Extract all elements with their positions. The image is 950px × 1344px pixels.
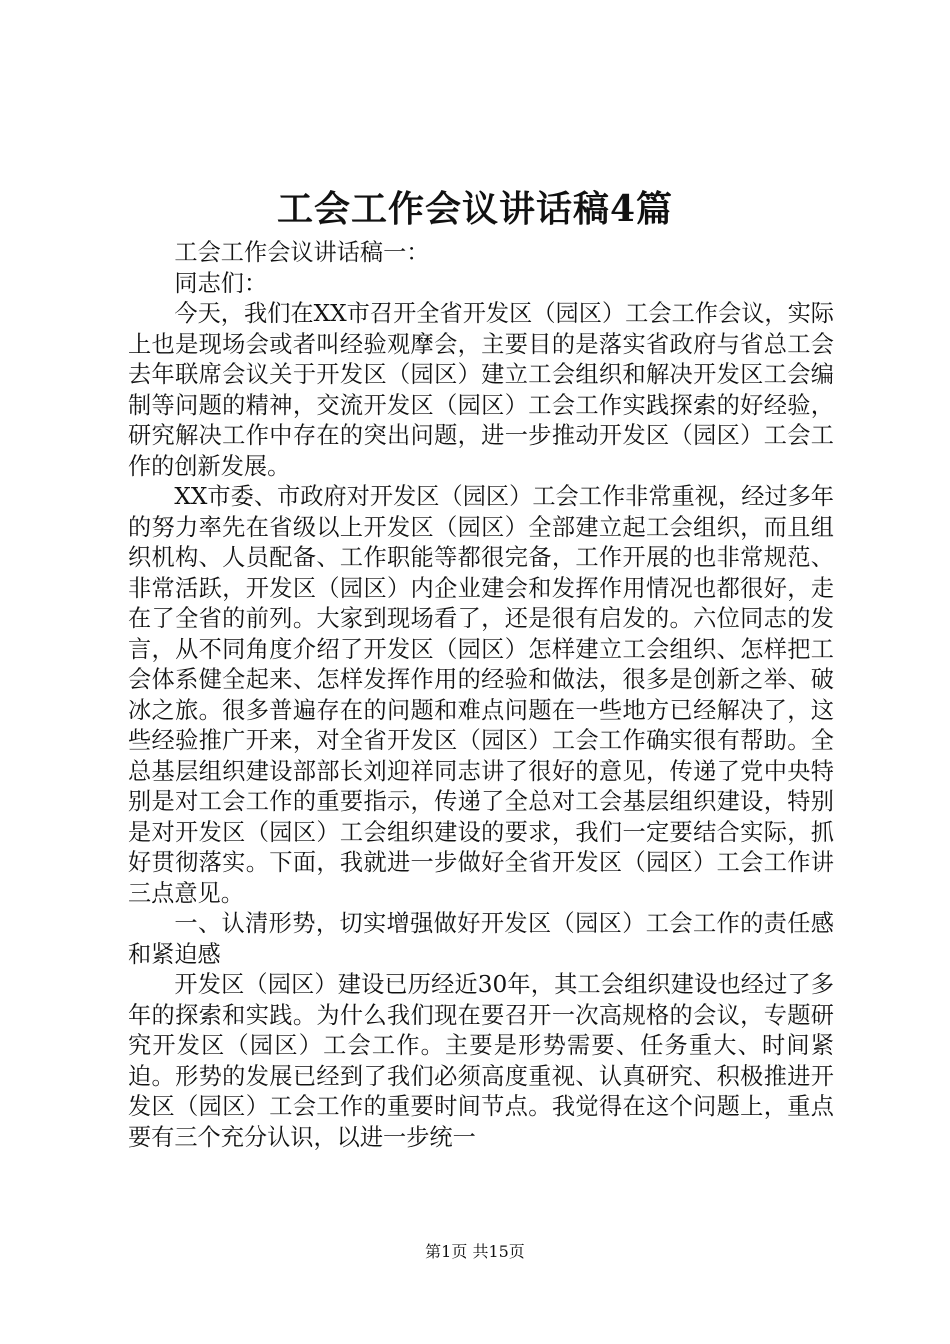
document-body [128, 238, 834, 1153]
paragraph-point-one-body: 开发区（园区）建设已历经近30年，其工会组织建设也经过了多年的探索和实践。为什么我们现在要召开一次高规格的会议，专题研究开发区（园区）工会工作。主要是形势需要、任务重大、时间紧迫。形势的发展已经到了我们必须高度重视、认真研究、积极推进开发区（园区）工会工作的重要时间节点。我觉得在这个问题上，重点要有三个充分认识，以进一步统一 [128, 971, 834, 1151]
paragraph-point-one-heading: 一、认清形势，切实增强做好开发区（园区）工会工作的责任感和紧迫感 [128, 910, 834, 968]
document-title: 工会工作会议讲话稿4篇 [276, 188, 674, 230]
paragraph-xx-city-work: XX市委、市政府对开发区（园区）工会工作非常重视，经过多年的努力率先在省级以上开发区（园区）全部建立起工会组织，而且组织机构、人员配备、工作职能等都很完备，工作开展的也非常规范、非常活跃，开发区（园区）内企业建会和发挥作用情况也都很好，走在了全省的前列。大家到现场看了，还是很有启发的。六位同志的发言，从不同角度介绍了开发区（园区）怎样建立工会组织、怎样把工会体系健全起来、怎样发挥作用的经验和做法，很多是创新之举、破冰之旅。很多普遍存在的问题和难点问题在一些地方已经解决了，这些经验推广开来，对全省开发区（园区）工会工作确实很有帮助。全总基层组织建设部部长刘迎祥同志讲了很好的意见，传递了党中央特别是对工会工作的重要指示，传递了全总对工会基层组织建设，特别是对开发区（园区）工会组织建设的要求，我们一定要结合实际，抓好贯彻落实。下面，我就进一步做好全省开发区（园区）工会工作讲三点意见。 [128, 483, 834, 907]
paragraph-section-heading: 工会工作会议讲话稿一： [174, 239, 430, 266]
paragraph-opening: 今天，我们在XX市召开全省开发区（园区）工会工作会议，实际上也是现场会或者叫经验观摩会，主要目的是落实省政府与省总工会去年联席会议关于开发区（园区）建立工会组织和解决开发区工会编制等问题的精神，交流开发区（园区）工会工作实践探索的好经验，研究解决工作中存在的突出问题，进一步推动开发区（园区）工会工作的创新发展。 [128, 300, 834, 480]
paragraph-salutation: 同志们： [174, 269, 268, 297]
page-number-footer: 第1页 共15页 [425, 1242, 525, 1261]
